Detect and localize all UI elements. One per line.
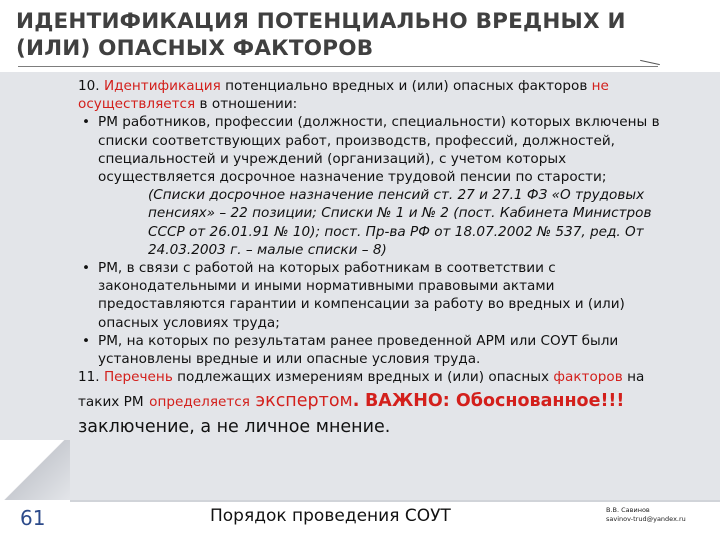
bullet-line: списки соответствующих работ, производств, профессий, должностей, <box>98 132 615 149</box>
bullet-item <box>78 259 714 332</box>
paragraph-text: потенциально вредных и (или) опасных факторов <box>225 78 588 94</box>
title-underline <box>18 66 658 67</box>
paragraph-number: 10. <box>78 78 100 94</box>
bullet-marker: • <box>82 332 91 349</box>
important-note: ВАЖНО: Обоснованное!!! <box>364 391 625 412</box>
page-number: 61 <box>20 506 46 530</box>
bullet-line: РМ работников, профессии (должности, специальности) которых включены в <box>98 114 660 131</box>
highlight-word: Перечень <box>103 369 173 386</box>
bullet-line: опасных условиях труда; <box>98 314 280 331</box>
slide-title <box>16 8 706 62</box>
paragraph-11-line-3: заключение, а не личное мнение. <box>78 417 391 438</box>
legal-reference-note <box>78 186 714 259</box>
bullet-line: РМ, на которых по результатам ранее проведенной АРМ или СОУТ были <box>98 332 619 349</box>
highlight-word: Идентификация <box>103 78 221 94</box>
bullet-marker: • <box>82 260 91 277</box>
slide-title-line-1: ИДЕНТИФИКАЦИЯ ПОТЕНЦИАЛЬНО ВРЕДНЫХ И <box>16 9 626 34</box>
highlight-word: факторов <box>553 369 623 386</box>
author-email: savinov-trud@yandex.ru <box>606 515 686 523</box>
author-credit <box>606 506 718 524</box>
bullet-marker: • <box>82 114 91 131</box>
corner-fold-decoration <box>0 440 70 500</box>
paragraph-text: в отношении: <box>199 96 298 113</box>
bullet-item <box>78 332 714 368</box>
note-line: (Списки досрочное назначение пенсий ст. 27 и 27.1 ФЗ «О трудовых <box>148 187 645 204</box>
paragraph-text: подлежащих измерениям вредных и (или) опасных <box>177 369 550 386</box>
bullet-line: специальностей и учреждений (организаций), с учетом которых <box>98 150 567 167</box>
bullet-line: предоставляются гарантии и компенсации за работу во вредных и (или) <box>98 296 625 313</box>
paragraph-10 <box>78 77 714 113</box>
bullet-line: установлены вредные и или опасные условия труда. <box>98 351 481 368</box>
bullet-item <box>78 113 714 186</box>
note-line: СССР от 26.01.91 № 10); пост. Пр-ва РФ от 18.07.2002 № 537, ред. От <box>148 223 644 240</box>
highlight-word: экспертом <box>255 391 353 412</box>
bullet-line: осуществляется досрочное назначение трудовой пенсии по старости; <box>98 169 607 186</box>
slide-body <box>78 77 714 438</box>
note-line: 24.03.2003 г. – малые списки – 8) <box>148 241 387 258</box>
highlight-punct: . <box>352 391 360 412</box>
slide-title-line-2: (ИЛИ) ОПАСНЫХ ФАКТОРОВ <box>16 36 374 61</box>
paragraph-11-line-2 <box>78 390 714 413</box>
footer-title: Порядок проведения СОУТ <box>210 506 451 526</box>
bullet-line: законодательными и иными нормативными правовыми актами <box>98 278 555 295</box>
author-name: В.В. Савинов <box>606 506 650 514</box>
paragraph-number: 11. <box>78 369 100 386</box>
highlight-word: определяется <box>149 394 250 411</box>
paragraph-11 <box>78 368 714 386</box>
bullet-line: РМ, в связи с работой на которых работникам в соответствии с <box>98 260 556 277</box>
title-band <box>0 0 720 72</box>
paragraph-text: на <box>627 369 645 386</box>
highlight-word: осуществляется <box>78 96 196 113</box>
note-line: пенсиях» – 22 позиции; Списки № 1 и № 2 (пост. Кабинета Министров <box>148 205 652 222</box>
highlight-word: не <box>591 78 609 94</box>
paragraph-text: таких РМ <box>78 394 144 411</box>
